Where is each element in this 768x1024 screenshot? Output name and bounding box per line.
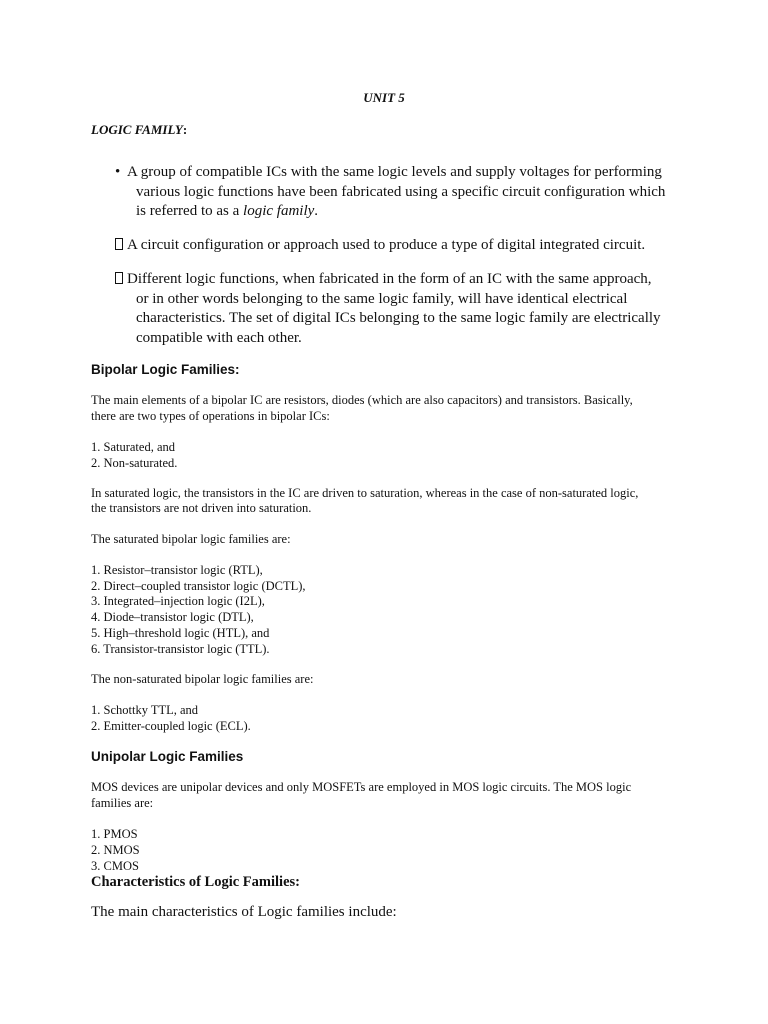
unit-title: UNIT 5	[363, 90, 405, 105]
bipolar-intro-line-1: The main elements of a bipolar IC are resistors, diodes (which are also capacitors) and transistors. Basically,	[91, 393, 633, 407]
logic-family-heading	[91, 122, 187, 138]
saturation-explain-line-2: the transistors are not driven into saturation.	[91, 501, 312, 515]
bullet-1-line-3-end: .	[314, 203, 319, 219]
unipolar-heading: Unipolar Logic Families	[91, 749, 244, 764]
missing-glyph-box	[115, 272, 123, 284]
bullet-item-2	[115, 236, 675, 256]
list-item: 2. Emitter-coupled logic (ECL).	[91, 719, 251, 733]
bullet-1-line-2: various logic functions have been fabricated using a specific circuit configuration which	[136, 183, 666, 200]
list-item: 2. Direct–coupled transistor logic (DCTL),	[91, 579, 306, 593]
list-item: 2. NMOS	[91, 843, 140, 857]
bullet-item-1	[115, 163, 675, 222]
list-item: 1. Resistor–transistor logic (RTL),	[91, 563, 263, 577]
missing-glyph-icon	[115, 270, 127, 290]
bipolar-heading-text: Bipolar Logic Families	[91, 362, 236, 377]
list-item: 1. Schottky TTL, and	[91, 703, 199, 717]
bullet-1-line-1: A group of compatible ICs with the same logic levels and supply voltages for performing	[127, 164, 662, 180]
bullet-1-line-3-text: is referred to as a	[136, 203, 244, 219]
nonsaturated-families-intro: The non-saturated bipolar logic families are:	[91, 672, 314, 686]
list-item: 6. Transistor-transistor logic (TTL).	[91, 642, 270, 656]
bullet-dot-icon: •	[115, 164, 121, 180]
list-item: 5. High–threshold logic (HTL), and	[91, 626, 270, 640]
list-item: 1. PMOS	[91, 827, 138, 841]
bipolar-heading	[91, 362, 240, 377]
bullet-1-line-3	[115, 202, 675, 222]
bipolar-heading-colon: :	[235, 362, 240, 377]
bullet-2-line-1: A circuit configuration or approach used to produce a type of digital integrated circuit.	[127, 237, 646, 253]
unipolar-intro-line-2: families are:	[91, 796, 154, 810]
logic-family-heading-colon: :	[182, 122, 188, 137]
list-item: 4. Diode–transistor logic (DTL),	[91, 610, 254, 624]
unipolar-intro-line-1: MOS devices are unipolar devices and only MOSFETs are employed in MOS logic circuits. The MOS logic	[91, 780, 632, 794]
bullet-3-line-3: characteristics. The set of digital ICs belonging to the same logic family are electrically	[136, 310, 661, 326]
logic-family-term: logic family	[243, 203, 315, 219]
bullet-3-line-1: Different logic functions, when fabricated in the form of an IC with the same approach,	[127, 271, 652, 287]
logic-family-heading-text: LOGIC FAMILY	[91, 122, 183, 137]
saturation-explain-line-1: In saturated logic, the transistors in the IC are driven to saturation, whereas in the case of non-saturated logic,	[91, 486, 639, 500]
saturated-families-intro: The saturated bipolar logic families are:	[91, 532, 291, 546]
missing-glyph-box	[115, 238, 123, 250]
bullet-3-line-2: or in other words belonging to the same logic family, will have identical electrical	[136, 290, 628, 307]
operation-item: 2. Non-saturated.	[91, 456, 178, 470]
missing-glyph-icon	[115, 236, 127, 256]
list-item: 3. CMOS	[91, 859, 139, 873]
bullet-item-3	[115, 270, 675, 348]
list-item: 3. Integrated–injection logic (I2L),	[91, 594, 265, 608]
characteristics-heading: Characteristics of Logic Families:	[91, 874, 300, 890]
bipolar-intro-line-2: there are two types of operations in bipolar ICs:	[91, 409, 330, 423]
bullet-3-line-4: compatible with each other.	[136, 329, 302, 346]
characteristics-intro: The main characteristics of Logic families include:	[91, 904, 397, 920]
operation-item: 1. Saturated, and	[91, 440, 176, 454]
